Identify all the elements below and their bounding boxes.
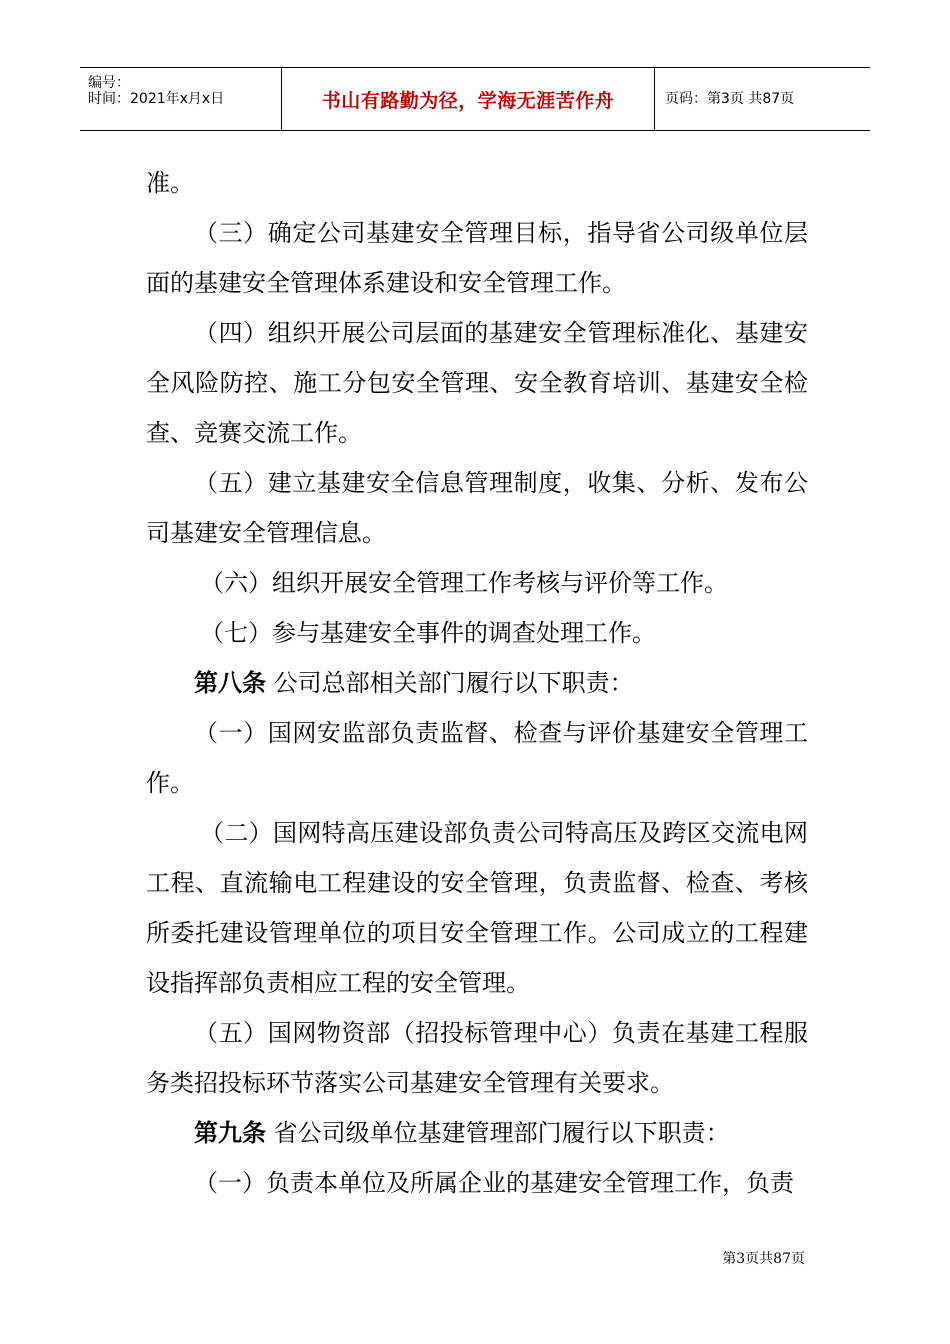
paragraph: （五）建立基建安全信息管理制度，收集、分析、发布公司基建安全管理信息。 (146, 469, 808, 547)
article-8-title: 第八条 (194, 668, 266, 697)
page-footer: 第3页共87页 (722, 1251, 805, 1267)
header-page-cell (655, 68, 870, 130)
time-label: 时间：2021年x月x日 (88, 91, 225, 107)
paragraph: （五）国网物资部（招投标管理中心）负责在基建工程服务类招投标环节落实公司基建安全管理有关要求。 (146, 1019, 808, 1097)
paragraph: 准。 (146, 169, 194, 197)
paragraph: （七）参与基建安全事件的调查处理工作。 (200, 619, 656, 647)
paragraph: （一）国网安监部负责监督、检查与评价基建安全管理工作。 (146, 719, 808, 797)
paragraph: （六）组织开展安全管理工作考核与评价等工作。 (200, 569, 728, 597)
number-label: 编号： (88, 75, 130, 91)
document-body (146, 158, 808, 1208)
paragraph: （二）国网特高压建设部负责公司特高压及跨区交流电网工程、直流输电工程建设的安全管理，负责监督、检查、考核所委托建设管理单位的项目安全管理工作。公司成立的工程建设指挥部负责相应工程的安全管理。 (146, 819, 808, 997)
paragraph: （一）负责本单位及所属企业的基建安全管理工作，负责 (194, 1169, 794, 1197)
paragraph: （四）组织开展公司层面的基建安全管理标准化、基建安全风险防控、施工分包安全管理、安全教育培训、基建安全检查、竞赛交流工作。 (146, 319, 808, 447)
header-motto: 书山有路勤为径，学海无涯苦作舟 (321, 89, 615, 112)
article-8 (146, 658, 808, 708)
article-9-title: 第九条 (194, 1118, 266, 1147)
paragraph: （三）确定公司基建安全管理目标，指导省公司级单位层面的基建安全管理体系建设和安全管理工作。 (146, 219, 808, 297)
header-page-code: 页码：第3页 共87页 (665, 91, 795, 107)
article-9-text: 省公司级单位基建管理部门履行以下职责： (266, 1119, 730, 1147)
article-9 (146, 1108, 808, 1158)
article-8-text: 公司总部相关部门履行以下职责： (266, 669, 634, 697)
header-meta-cell (80, 68, 282, 130)
page-header (80, 67, 870, 131)
header-motto-cell (282, 68, 655, 130)
